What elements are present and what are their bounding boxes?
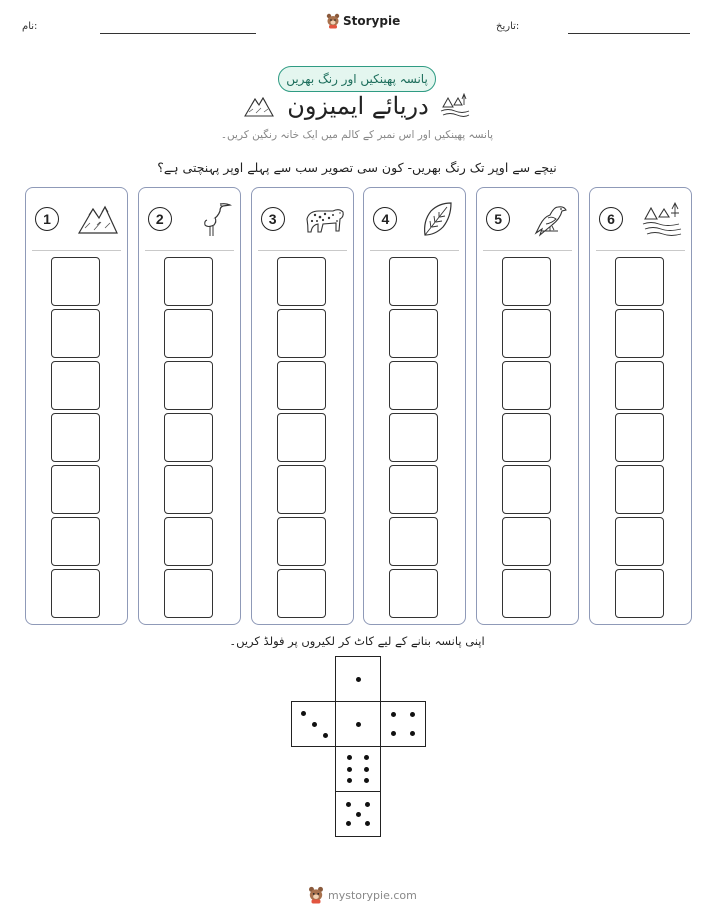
color-box[interactable] bbox=[51, 465, 100, 514]
bird-icon bbox=[528, 201, 570, 237]
color-box[interactable] bbox=[389, 361, 438, 410]
pip bbox=[364, 767, 369, 772]
village-icon bbox=[641, 201, 683, 237]
color-box[interactable] bbox=[502, 361, 551, 410]
color-box[interactable] bbox=[277, 465, 326, 514]
pip bbox=[365, 821, 370, 826]
dice-face bbox=[380, 701, 426, 747]
color-box[interactable] bbox=[277, 309, 326, 358]
color-box[interactable] bbox=[389, 569, 438, 618]
pip bbox=[364, 755, 369, 760]
color-box[interactable] bbox=[615, 465, 664, 514]
color-box[interactable] bbox=[277, 569, 326, 618]
pip bbox=[391, 712, 396, 717]
race-column bbox=[589, 187, 692, 625]
name-line[interactable] bbox=[100, 33, 256, 34]
race-column bbox=[25, 187, 128, 625]
pip bbox=[356, 722, 361, 727]
column-divider bbox=[483, 250, 572, 251]
color-box[interactable] bbox=[277, 517, 326, 566]
pip bbox=[410, 712, 415, 717]
dice-face bbox=[335, 791, 381, 837]
column-divider bbox=[32, 250, 121, 251]
pip bbox=[346, 802, 351, 807]
color-box[interactable] bbox=[277, 257, 326, 306]
color-box[interactable] bbox=[502, 309, 551, 358]
color-box[interactable] bbox=[615, 569, 664, 618]
color-box[interactable] bbox=[389, 257, 438, 306]
color-box[interactable] bbox=[51, 569, 100, 618]
color-box[interactable] bbox=[615, 309, 664, 358]
color-box[interactable] bbox=[502, 465, 551, 514]
brand-name: Storypie bbox=[343, 14, 401, 28]
color-box[interactable] bbox=[164, 413, 213, 462]
pip bbox=[391, 731, 396, 736]
color-box[interactable] bbox=[615, 257, 664, 306]
color-box[interactable] bbox=[164, 309, 213, 358]
color-box[interactable] bbox=[277, 361, 326, 410]
dice-face bbox=[335, 746, 381, 792]
dice-face bbox=[335, 656, 381, 702]
color-box[interactable] bbox=[615, 517, 664, 566]
dice-face bbox=[335, 701, 381, 747]
color-box[interactable] bbox=[502, 517, 551, 566]
color-box[interactable] bbox=[164, 517, 213, 566]
village-title-icon bbox=[440, 93, 470, 119]
pip bbox=[346, 821, 351, 826]
color-box[interactable] bbox=[51, 517, 100, 566]
pip bbox=[347, 778, 352, 783]
pip bbox=[356, 677, 361, 682]
pip bbox=[365, 802, 370, 807]
color-box[interactable] bbox=[164, 257, 213, 306]
leaf-icon bbox=[415, 201, 457, 237]
pip bbox=[410, 731, 415, 736]
pip bbox=[347, 767, 352, 772]
race-column bbox=[138, 187, 241, 625]
color-box[interactable] bbox=[389, 465, 438, 514]
color-box[interactable] bbox=[615, 361, 664, 410]
date-label: تاریخ: bbox=[496, 21, 520, 32]
heron-icon bbox=[190, 201, 232, 237]
pip bbox=[347, 755, 352, 760]
race-question: نیچے سے اوپر تک رنگ بھریں- کون سی تصویر سب سے پہلے اوپر پہنچتی ہے؟ bbox=[157, 160, 557, 175]
color-box[interactable] bbox=[277, 413, 326, 462]
color-box[interactable] bbox=[164, 465, 213, 514]
pip bbox=[312, 722, 317, 727]
bear-footer-icon bbox=[308, 886, 324, 904]
dice-face bbox=[291, 701, 337, 747]
jaguar-icon bbox=[303, 201, 345, 237]
column-number: 3 bbox=[261, 207, 285, 231]
color-box[interactable] bbox=[502, 569, 551, 618]
color-box[interactable] bbox=[164, 361, 213, 410]
mountain-icon bbox=[77, 201, 119, 237]
color-box[interactable] bbox=[51, 361, 100, 410]
pip bbox=[356, 812, 361, 817]
color-box[interactable] bbox=[389, 517, 438, 566]
color-box[interactable] bbox=[389, 309, 438, 358]
color-box[interactable] bbox=[51, 309, 100, 358]
column-number: 4 bbox=[373, 207, 397, 231]
color-box[interactable] bbox=[389, 413, 438, 462]
name-label: نام: bbox=[22, 21, 38, 32]
column-number: 2 bbox=[148, 207, 172, 231]
pip bbox=[323, 733, 328, 738]
pip bbox=[364, 778, 369, 783]
column-number: 5 bbox=[486, 207, 510, 231]
date-line[interactable] bbox=[568, 33, 690, 34]
column-number: 6 bbox=[599, 207, 623, 231]
color-box[interactable] bbox=[502, 413, 551, 462]
column-number: 1 bbox=[35, 207, 59, 231]
cut-instructions: اپنی پانسہ بنانے کے لیے کاٹ کر لکیروں پر فولڈ کریں۔ bbox=[229, 634, 485, 648]
column-divider bbox=[258, 250, 347, 251]
color-box[interactable] bbox=[615, 413, 664, 462]
column-divider bbox=[145, 250, 234, 251]
race-column bbox=[476, 187, 579, 625]
color-box[interactable] bbox=[51, 413, 100, 462]
footer-url: mystorypie.com bbox=[328, 888, 417, 902]
page-title: دریائے ایمیزون bbox=[287, 92, 429, 120]
color-box[interactable] bbox=[164, 569, 213, 618]
column-divider bbox=[596, 250, 685, 251]
color-box[interactable] bbox=[51, 257, 100, 306]
pip bbox=[301, 711, 306, 716]
race-column bbox=[363, 187, 466, 625]
footer bbox=[308, 886, 417, 904]
bear-logo-icon bbox=[326, 13, 340, 29]
color-box[interactable] bbox=[502, 257, 551, 306]
brand-logo bbox=[326, 13, 400, 29]
page-subtitle: پانسہ پھینکیں اور اس نمبر کے کالم میں ایک خانہ رنگین کریں۔ bbox=[220, 129, 494, 141]
race-column bbox=[251, 187, 354, 625]
column-divider bbox=[370, 250, 459, 251]
activity-pill: پانسہ پھینکیں اور رنگ بھریں bbox=[278, 66, 436, 92]
